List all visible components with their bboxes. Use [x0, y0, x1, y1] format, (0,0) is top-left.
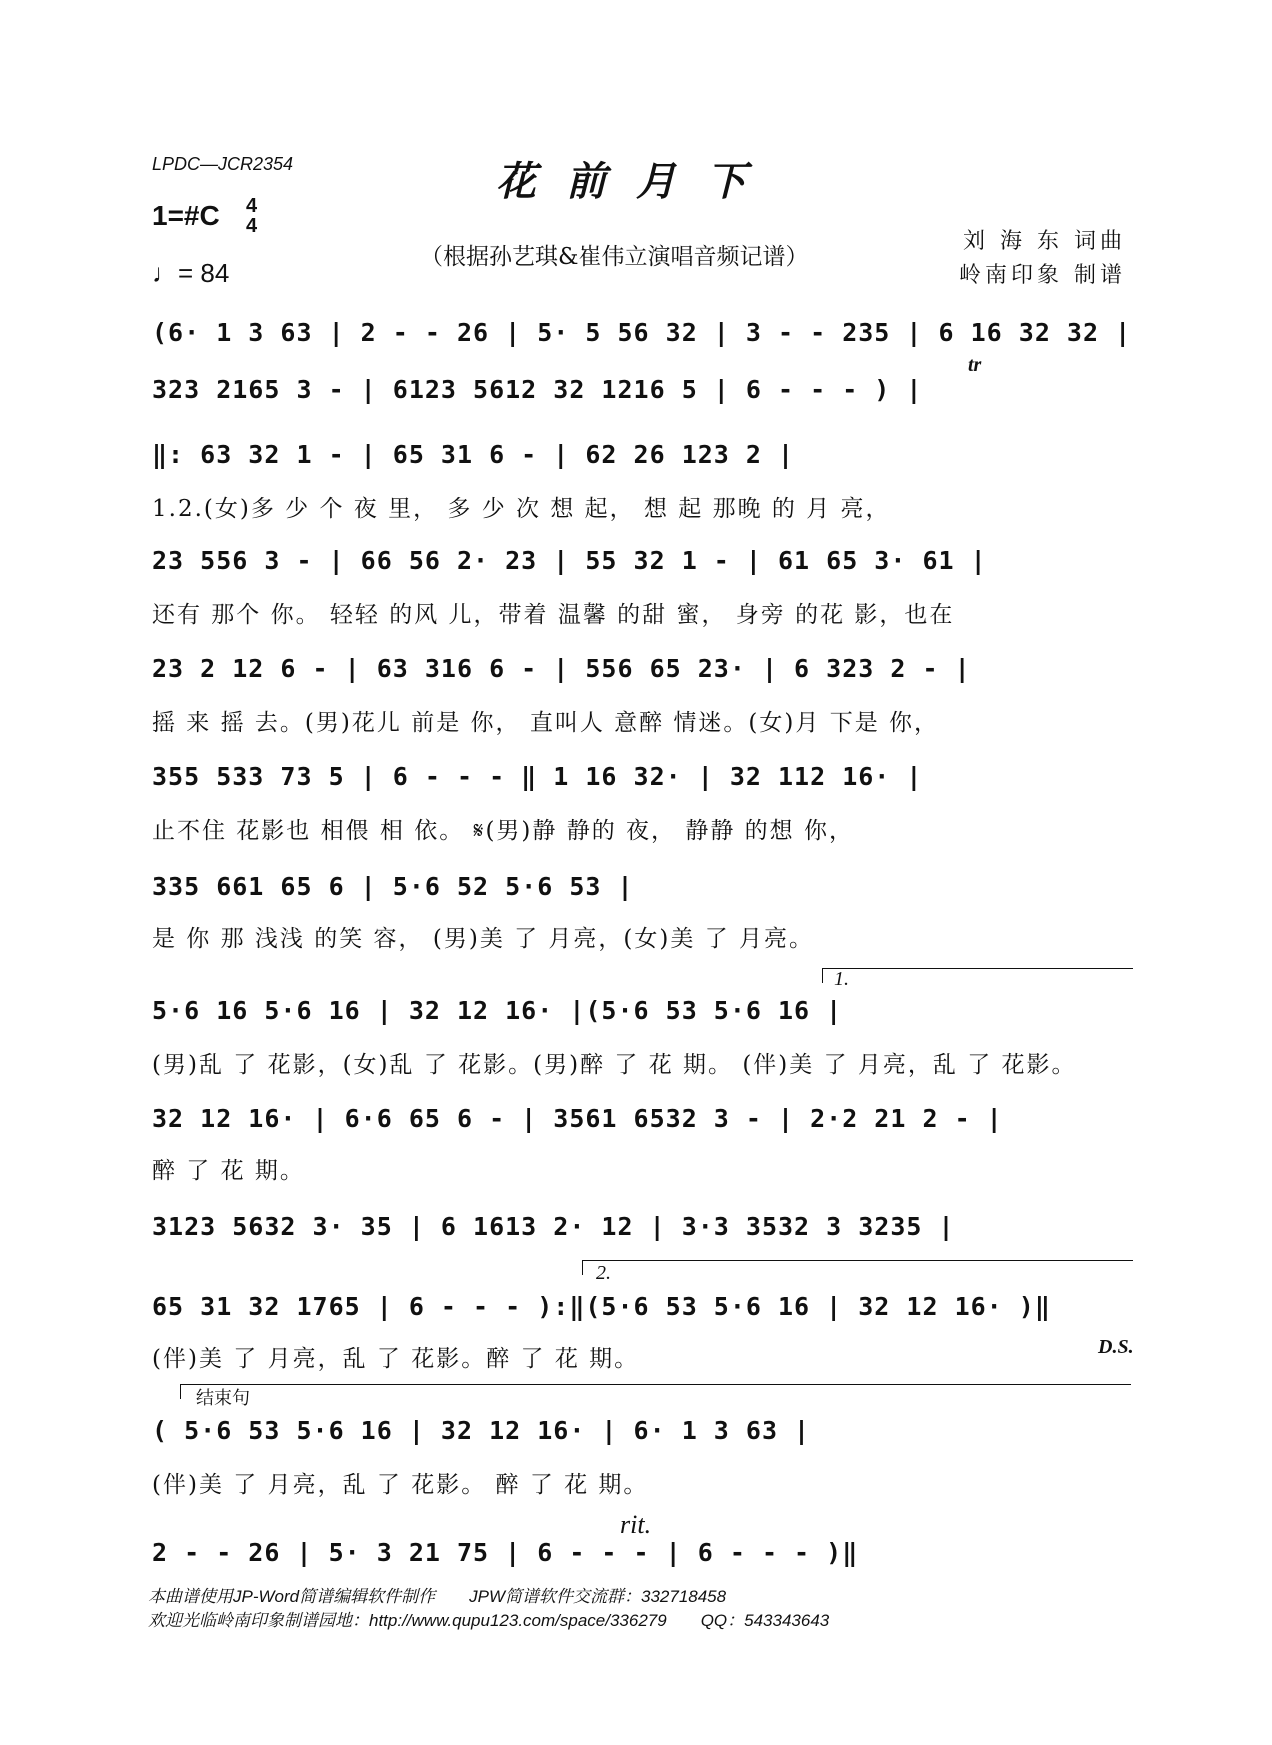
- key-signature: 1=#C: [152, 200, 220, 231]
- coda-bracket: [180, 1384, 1131, 1399]
- lyric-line: 1.2.(女)多 少 个 夜 里， 多 少 次 想 起， 想 起 那晚 的 月 亮，: [152, 496, 891, 522]
- subtitle: （根据孙艺琪&崔伟立演唱音频记谱）: [420, 244, 809, 270]
- credit-notation: 岭南印象 制谱: [959, 263, 1126, 288]
- notation-line: 335 661 65 6 | 5·6 52 5·6 53 |: [152, 872, 634, 901]
- lyric-line: 醉 了 花 期。: [152, 1158, 305, 1184]
- time-signature: [246, 196, 257, 236]
- notation-line: ‖: 63 32 1 - | 65 31 6 - | 62 26 123 2 |: [152, 440, 795, 469]
- dal-segno-mark: D.S.: [1098, 1336, 1134, 1358]
- volta-1-label: 1.: [834, 968, 849, 990]
- footer-line-1: 本曲谱使用JP-Word简谱编辑软件制作 JPW简谱软件交流群：332718458: [148, 1587, 727, 1606]
- volta-2-bracket: [582, 1260, 1133, 1275]
- volta-1-bracket: [822, 968, 1133, 983]
- notation-line: 323 2165 3 - | 6123 5612 32 1216 5 | 6 - - - ) |: [152, 375, 923, 404]
- notation-line: 2 - - 26 | 5· 3 21 75 | 6 - - - | 6 - - - )‖: [152, 1538, 859, 1567]
- lyric-line: 是 你 那 浅浅 的笑 容， (男)美 了 月亮，(女)美 了 月亮。: [152, 926, 815, 952]
- score-code: LPDC—JCR2354: [152, 154, 294, 174]
- page-title: 花前月下: [496, 158, 776, 205]
- lyric-line: (伴)美 了 月亮，乱 了 花影。醉 了 花 期。: [152, 1346, 640, 1372]
- time-numerator: 4: [246, 195, 258, 217]
- lyric-line: 摇 来 摇 去。(男)花儿 前是 你， 直叫人 意醉 情迷。(女)月 下是 你，: [152, 710, 940, 736]
- notation-line: (6· 1 3 63 | 2 - - 26 | 5· 5 56 32 | 3 - - 235 | 6 16 32 32 |: [152, 318, 1132, 347]
- notation-line: 23 556 3 - | 66 56 2· 23 | 55 32 1 - | 61 65 3· 61 |: [152, 546, 987, 575]
- lyric-line: (男)乱 了 花影，(女)乱 了 花影。(男)醉 了 花 期。 (伴)美 了 月亮，乱 了 花影。: [152, 1052, 1077, 1078]
- notation-line: 3123 5632 3· 35 | 6 1613 2· 12 | 3·3 3532 3 3235 |: [152, 1212, 955, 1241]
- notation-line: 65 31 32 1765 | 6 - - - ):‖(5·6 53 5·6 16 | 32 12 16· )‖: [152, 1292, 1051, 1321]
- notation-line: 23 2 12 6 - | 63 316 6 - | 556 65 23· | 6 323 2 - |: [152, 654, 971, 683]
- lyric-line: (伴)美 了 月亮，乱 了 花影。 醉 了 花 期。: [152, 1472, 649, 1498]
- footer-line-2: 欢迎光临岭南印象制谱园地：http://www.qupu123.com/space/336279 QQ：543343643: [148, 1611, 830, 1630]
- lyric-line: 还有 那个 你。 轻轻 的风 儿，带着 温馨 的甜 蜜， 身旁 的花 影，也在: [152, 602, 955, 628]
- credit-lyrics-music: 刘 海 东 词曲: [963, 229, 1126, 254]
- lyric-line: 止不住 花影也 相偎 相 依。 𝄋(男)静 静的 夜， 静静 的想 你，: [152, 818, 854, 844]
- notation-line: 355 533 73 5 | 6 - - - ‖ 1 16 32· | 32 112 16· |: [152, 762, 923, 791]
- time-denominator: 4: [246, 215, 258, 237]
- notation-line: 5·6 16 5·6 16 | 32 12 16· |(5·6 53 5·6 16 |: [152, 996, 843, 1025]
- coda-label: 结束句: [196, 1388, 250, 1408]
- notation-line: ( 5·6 53 5·6 16 | 32 12 16· | 6· 1 3 63 |: [152, 1416, 811, 1445]
- notation-line: 32 12 16· | 6·6 65 6 - | 3561 6532 3 - | 2·2 21 2 - |: [152, 1104, 1003, 1133]
- trill-mark: tr: [968, 354, 982, 376]
- tempo-marking: ♩= 84: [152, 258, 230, 288]
- volta-2-label: 2.: [596, 1262, 611, 1284]
- ritardando-mark: rit.: [620, 1510, 652, 1539]
